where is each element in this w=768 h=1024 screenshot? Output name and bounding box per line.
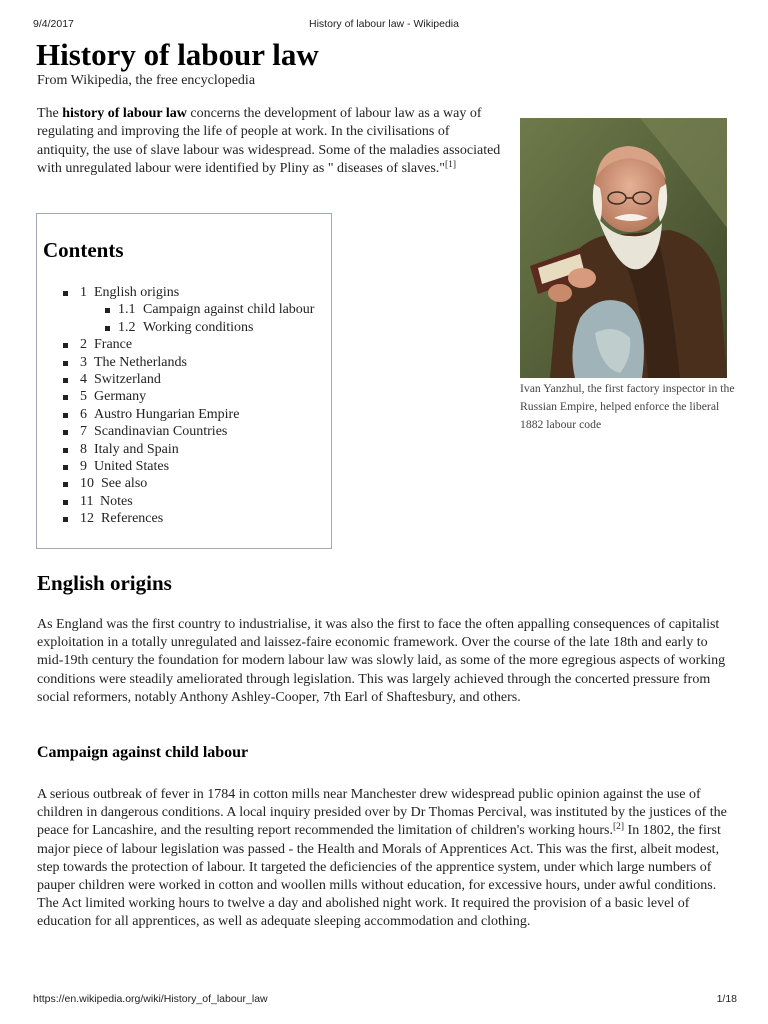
- intro-text-start: The: [37, 106, 63, 121]
- toc-item[interactable]: [37, 336, 333, 353]
- intro-text-rest: concerns the development of labour law as a way of regulating and improving the life of people at work. In the civilisations of antiquity, the use of slave labour was widespread. Some of the maladies associated with unregulated labour were identified by Pliny as " diseases of slaves.": [37, 106, 501, 176]
- toc-item-number: 2: [80, 337, 87, 353]
- toc-item-label[interactable]: References: [101, 511, 164, 527]
- article-title: History of labour law: [36, 37, 319, 72]
- toc-item[interactable]: [37, 319, 333, 336]
- intro-paragraph: [37, 105, 502, 178]
- bullet-icon: [63, 430, 68, 435]
- toc-item-label[interactable]: Germany: [94, 389, 147, 405]
- bullet-icon: [63, 361, 68, 366]
- toc-item-number: 6: [80, 406, 87, 422]
- toc-item[interactable]: [37, 475, 333, 492]
- child-labour-text-start: A serious outbreak of fever in 1784 in cotton mills near Manchester drew widespread public opinion against the use of children in dangerous conditions. A local inquiry presided over by Dr Thomas Percival, was instituted by the justices of the peace for Lancashire, and the resulting report recommended the limitation of children's working hours.: [37, 787, 727, 839]
- toc-item[interactable]: [37, 284, 333, 301]
- figure-caption: Ivan Yanzhul, the first factory inspector in the Russian Empire, helped enforce the liberal 1882 labour code: [520, 382, 735, 431]
- print-date: 9/4/2017: [33, 18, 74, 30]
- toc-item-number: 5: [80, 389, 87, 405]
- bullet-icon: [105, 326, 110, 331]
- print-footer: [0, 993, 768, 1009]
- toc-item-label[interactable]: Italy and Spain: [94, 441, 179, 457]
- table-of-contents: [36, 213, 332, 549]
- intro-bold-term: history of labour law: [62, 106, 187, 121]
- toc-item-label[interactable]: Notes: [100, 493, 133, 509]
- toc-item-label[interactable]: Campaign against child labour: [143, 302, 315, 318]
- toc-item-label[interactable]: Austro Hungarian Empire: [94, 406, 240, 422]
- toc-item[interactable]: [37, 458, 333, 475]
- toc-item-number: 1.1: [118, 302, 136, 318]
- toc-item-number: 8: [80, 441, 87, 457]
- citation-link[interactable]: [2]: [612, 822, 625, 833]
- toc-item[interactable]: [37, 354, 333, 371]
- toc-item-label[interactable]: Working conditions: [143, 319, 254, 335]
- bullet-icon: [63, 500, 68, 505]
- bullet-icon: [63, 378, 68, 383]
- toc-item-label[interactable]: English origins: [94, 285, 180, 300]
- print-url: https://en.wikipedia.org/wiki/History_of_labour_law: [33, 993, 268, 1005]
- toc-item[interactable]: [37, 406, 333, 423]
- print-page-title: History of labour law - Wikipedia: [309, 18, 459, 30]
- toc-item-label[interactable]: Scandinavian Countries: [94, 424, 228, 440]
- portrait-image: [520, 118, 727, 378]
- print-header: [0, 16, 768, 32]
- toc-item-label[interactable]: United States: [94, 458, 170, 474]
- toc-item-number: 12: [80, 511, 94, 527]
- print-page-number: 1/18: [716, 993, 737, 1005]
- bullet-icon: [63, 448, 68, 453]
- toc-item-label[interactable]: Switzerland: [94, 371, 161, 387]
- toc-item[interactable]: [37, 423, 333, 440]
- toc-title: Contents: [43, 238, 124, 262]
- toc-item[interactable]: [37, 301, 333, 318]
- toc-item[interactable]: [37, 510, 333, 527]
- toc-item-number: 1.2: [118, 319, 136, 335]
- bullet-icon: [63, 395, 68, 400]
- bullet-icon: [63, 413, 68, 418]
- bullet-icon: [63, 482, 68, 487]
- section-heading-child-labour: Campaign against child labour: [37, 744, 249, 761]
- section-heading-english-origins: English origins: [37, 571, 172, 595]
- toc-item-number: 9: [80, 458, 87, 474]
- bullet-icon: [63, 517, 68, 522]
- toc-list: [37, 284, 333, 527]
- child-labour-paragraph: [37, 786, 737, 932]
- toc-item[interactable]: [37, 388, 333, 405]
- toc-item-number: 11: [80, 493, 94, 509]
- toc-item[interactable]: [37, 371, 333, 388]
- toc-item-number: 7: [80, 424, 87, 440]
- bullet-icon: [63, 343, 68, 348]
- toc-item-label[interactable]: The Netherlands: [94, 354, 187, 370]
- toc-item-number: 1: [80, 285, 87, 300]
- toc-item-label[interactable]: See also: [101, 476, 148, 492]
- bullet-icon: [63, 291, 68, 296]
- toc-item-number: 3: [80, 354, 87, 370]
- child-labour-text-rest: In 1802, the first major piece of labour legislation was passed - the Health and Morals of Apprentices Act. This was the first, albeit modest, step towards the protection of labour. It targeted the deficiencies of the apprentice system, under which large numbers of pauper children were worked in cotton and woollen mills without education, for excessive hours, under awful conditions. The Act limited working hours to twelve a day and abolished night work. It required the provision of a basic level of education for all apprentices, as well as adequate sleeping accommodation and clothing.: [37, 823, 721, 930]
- article-tagline: From Wikipedia, the free encyclopedia: [37, 73, 256, 88]
- citation-link[interactable]: [1]: [445, 159, 457, 170]
- portrait-figure: [520, 118, 728, 378]
- toc-item-label[interactable]: France: [94, 337, 133, 353]
- bullet-icon: [105, 308, 110, 313]
- toc-item-number: 4: [80, 371, 87, 387]
- bullet-icon: [63, 465, 68, 470]
- english-origins-paragraph: As England was the first country to industrialise, it was also the first to face the often appalling consequences of capitalist exploitation in a totally unregulated and laissez-faire economic framework. Over the course of the late 18th and early to mid-19th century the foundation for modern labour law was slowly laid, as some of the more egregious aspects of working conditions were steadily ameliorated through legislation. This was largely achieved through the concerted pressure from social reformers, notably Anthony Ashley-Cooper, 7th Earl of Shaftesbury, and others.: [37, 617, 726, 705]
- toc-item-number: 10: [80, 476, 94, 492]
- toc-item[interactable]: [37, 441, 333, 458]
- toc-item[interactable]: [37, 493, 333, 510]
